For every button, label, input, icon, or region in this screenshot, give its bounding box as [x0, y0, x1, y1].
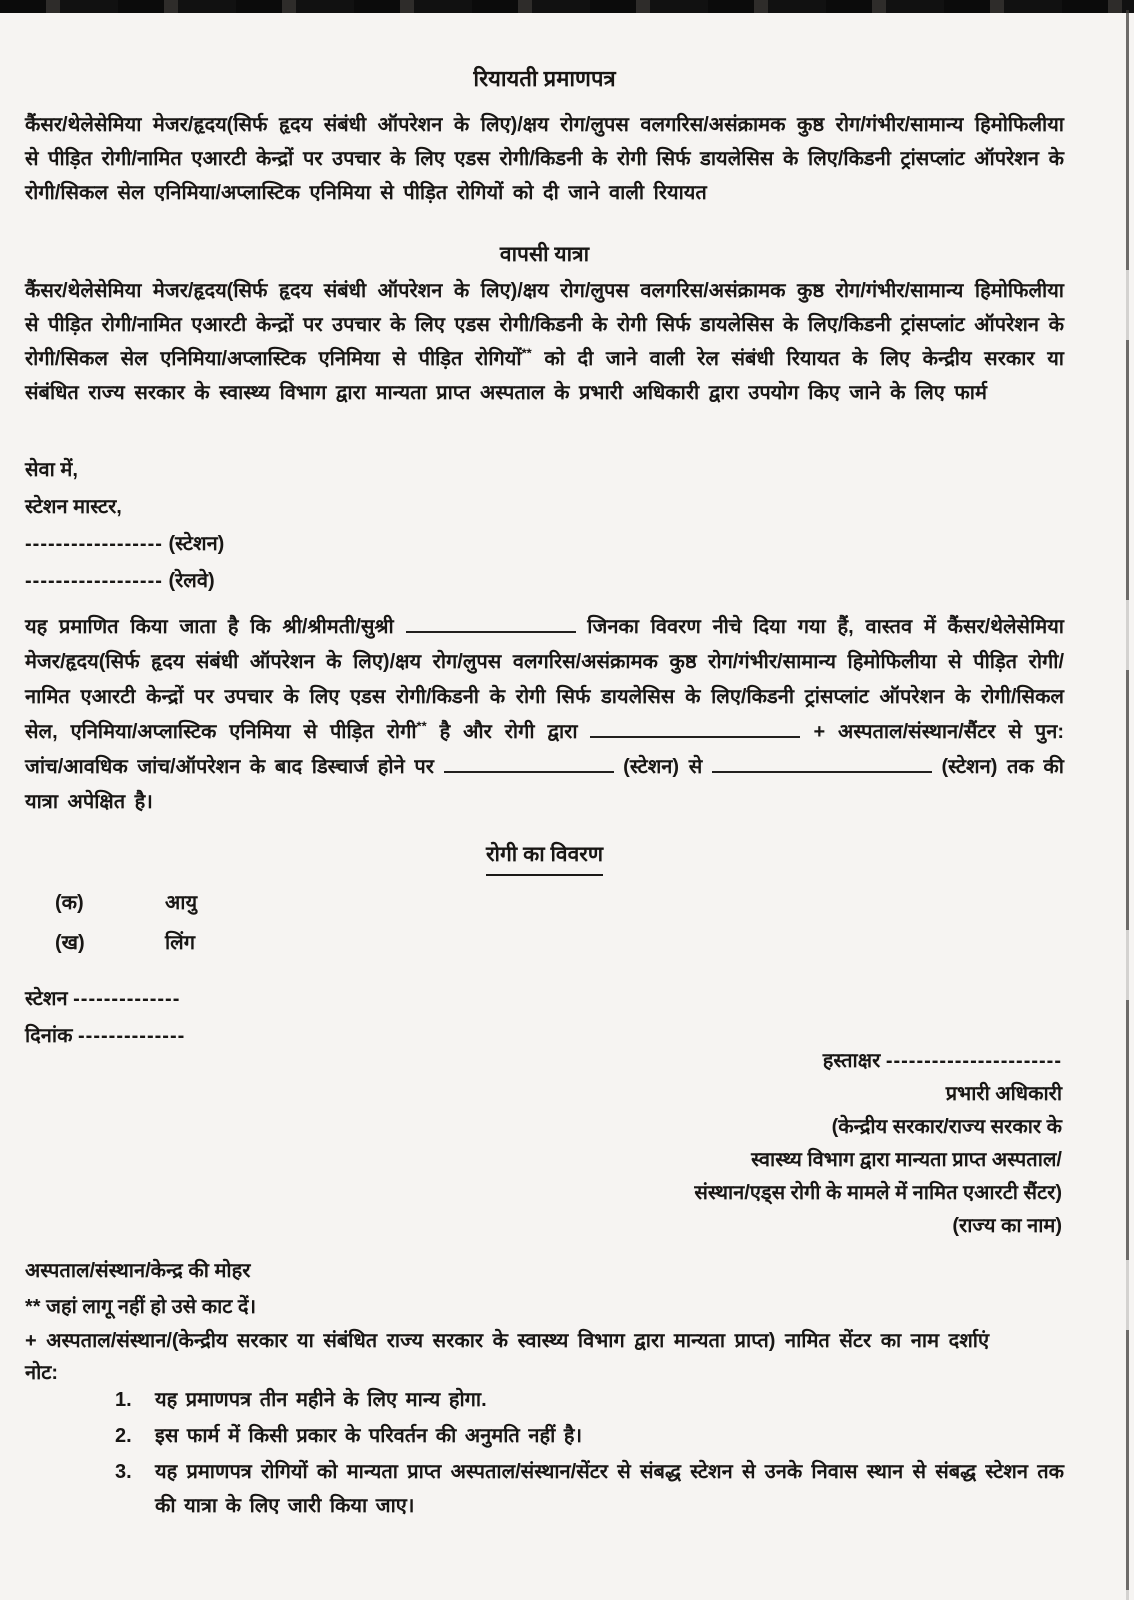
plus-marker: +	[25, 1330, 37, 1352]
station-master-line: स्टेशन मास्टर,	[25, 496, 122, 518]
note-item-3	[115, 1455, 1064, 1523]
note-2-number: 2.	[115, 1425, 132, 1447]
return-journey-text-1: कैंसर/थेलेसेमिया मेजर/हृदय(सिर्फ हृदय संबंधी ऑपरेशन के लिए)/क्षय रोग/लुपस वलगरिस/असंक्रामक कुष्ठ रोग/गंभीर/सामान्य हिमोफिलीया से पीड़ित रोगी/नामित एआरटी केन्द्रों पर उपचार के लिए एडस रोगी/किडनी के रोगी सिर्फ डायलेसिस के लिए/किडनी ट्रांसप्लांट ऑपरेशन के रोगी/सिकल सेल एनिमिया/अप्लास्टिक एनिमिया से पीड़ित रोगियों	[25, 280, 1064, 370]
signature-block	[442, 1045, 1062, 1243]
station-label: (स्टेशन)	[168, 533, 225, 555]
patient-details-rows	[25, 886, 1064, 966]
return-journey-text-2: को दी जाने वाली रेल संबंधी रियायत के लिए केन्द्रीय सरकार या संबंधित राज्य सरकार के स्वास्थ्य विभाग द्वारा मान्यता प्राप्त अस्पताल के प्रभारी अधिकारी द्वारा उपयोग किए जाने के लिए फार्म	[25, 348, 1064, 404]
strike-out-footnote-text: जहां लागू नहीं हो उसे काट दें।	[46, 1296, 257, 1318]
eligibility-paragraph: कैंसर/थेलेसेमिया मेजर/हृदय(सिर्फ हृदय संबंधी ऑपरेशन के लिए)/क्षय रोग/लुपस वलगरिस/असंक्रामक कुष्ठ रोग/गंभीर/सामान्य हिमोफिलीया से पीड़ित रोगी/नामित एआरटी केन्द्रों पर उपचार के लिए एडस रोगी/किडनी के रोगी सिर्फ डायलेसिस के लिए/किडनी ट्रांसप्लांट ऑपरेशन के रोगी/सिकल सेल एनिमिया/अप्लास्टिक एनिमिया से पीड़ित रोगियों को दी जाने वाली रियायत	[25, 114, 1064, 204]
patient-details-heading: रोगी का विवरण	[486, 838, 603, 876]
station-field-label: स्टेशन	[25, 988, 68, 1010]
authority-line-3: संस्थान/एड्स रोगी के मामले में नामित एआरटी सैंटर)	[694, 1182, 1062, 1204]
note-item-1	[115, 1383, 1064, 1417]
station-blank-line	[25, 526, 1064, 563]
note-2-text: इस फार्म में किसी प्रकार के परिवर्तन की अनुमति नहीं है।	[155, 1425, 583, 1447]
treatment-centre-blank	[590, 720, 800, 738]
sex-row-marker: (ख)	[55, 932, 85, 954]
scan-top-band-artifact	[0, 0, 1134, 13]
railway-dash-rule: ------------------	[25, 570, 163, 592]
certificate-text-2: जिनका विवरण नीचे दिया गया हैं, वास्तव में कैंसर/थेलेसेमिया मेजर/हृदय(सिर्फ हृदय संबंधी ऑपरेशन के लिए)/क्षय रोग/लुपस वलगरिस/असंक्रामक कुष्ठ रोग/गंभीर/सामान्य हिमोफिलीया से पीड़ित रोगी/नामित एआरटी केन्द्रों पर उपचार के लिए एडस रोगी/किडनी के रोगी सिर्फ डायलेसिस के लिए/किडनी ट्रांसप्लांट ऑपरेशन के रोगी/सिकल सेल, एनिमिया/अप्लास्टिक एनिमिया से पीड़ित रोगी	[25, 616, 1064, 743]
from-station-label: (स्टेशन) से	[623, 756, 703, 778]
date-field-label: दिनांक	[25, 1025, 73, 1047]
certificate-paragraph	[25, 610, 1064, 820]
addressee-block	[25, 452, 1064, 600]
to-station-label: (स्टेशन) तक की यात्रा अपेक्षित है।	[25, 756, 1064, 813]
return-journey-heading: वापसी यात्रा	[499, 243, 590, 266]
sex-row	[25, 926, 1064, 966]
notes-list	[115, 1383, 1064, 1525]
date-field-dash-rule: --------------	[78, 1025, 186, 1047]
return-journey-paragraph	[25, 274, 1064, 410]
addressee-to-line: सेवा में,	[25, 459, 78, 481]
authority-line-2: स्वास्थ्य विभाग द्वारा मान्यता प्राप्त अस्पताल/	[751, 1149, 1062, 1171]
certificate-text-1: यह प्रमाणित किया जाता है कि श्री/श्रीमती/सुश्री	[25, 616, 394, 638]
strike-out-footnote	[25, 1290, 1064, 1324]
signature-label: हस्ताक्षर	[822, 1050, 881, 1072]
station-dash-rule: ------------------	[25, 533, 163, 555]
station-field-dash-rule: --------------	[73, 988, 181, 1010]
to-station-blank	[712, 755, 932, 773]
document-title: रियायती प्रमाणपत्र	[473, 66, 616, 91]
certificate-text-4: + अस्पताल/संस्थान/सैंटर से पुन: जांच/आवधिक जांच/ऑपरेशन के बाद डिस्चार्ज होने पर	[25, 721, 1065, 778]
certificate-text-3: है और रोगी द्वारा	[439, 721, 578, 743]
note-1-number: 1.	[115, 1389, 132, 1411]
age-row	[25, 886, 1064, 926]
double-asterisk-reference: **	[416, 718, 427, 734]
double-asterisk-reference: **	[521, 345, 532, 361]
authority-line-1: (केन्द्रीय सरकार/राज्य सरकार के	[831, 1116, 1062, 1138]
plus-footnote	[25, 1324, 1064, 1358]
state-name-label: (राज्य का नाम)	[952, 1215, 1062, 1237]
patient-details-section	[25, 838, 1064, 876]
sex-row-label: लिंग	[165, 932, 195, 954]
scan-right-edge-artifact	[1126, 10, 1129, 1600]
station-line	[25, 982, 1064, 1016]
signature-dash-rule: -----------------------	[885, 1050, 1062, 1072]
note-3-number: 3.	[115, 1461, 132, 1483]
double-asterisk-marker: **	[25, 1296, 41, 1318]
hospital-seal-line: अस्पताल/संस्थान/केन्द्र की मोहर	[25, 1260, 251, 1282]
officer-designation: प्रभारी अधिकारी	[945, 1083, 1062, 1105]
railway-blank-line	[25, 563, 1064, 600]
note-3-text: यह प्रमाणपत्र रोगियों को मान्यता प्राप्त अस्पताल/संस्थान/सेंटर से संबद्ध स्टेशन से उनके निवास स्थान से संबद्ध स्टेशन तक की यात्रा के लिए जारी किया जाए।	[155, 1461, 1064, 1517]
note-item-2	[115, 1419, 1064, 1453]
patient-name-blank	[406, 615, 576, 633]
note-1-text: यह प्रमाणपत्र तीन महीने के लिए मान्य होगा.	[155, 1389, 487, 1411]
age-row-marker: (क)	[55, 892, 84, 914]
age-row-label: आयु	[165, 892, 198, 914]
railway-label: (रेलवे)	[168, 570, 215, 592]
notes-heading: नोट:	[25, 1362, 59, 1384]
from-station-blank	[444, 755, 614, 773]
signature-line	[442, 1045, 1062, 1078]
plus-footnote-text: अस्पताल/संस्थान/(केन्द्रीय सरकार या संबंधित राज्य सरकार के स्वास्थ्य विभाग द्वारा मान्यता प्राप्त) नामित सेंटर का नाम दर्शाएं	[46, 1330, 990, 1352]
